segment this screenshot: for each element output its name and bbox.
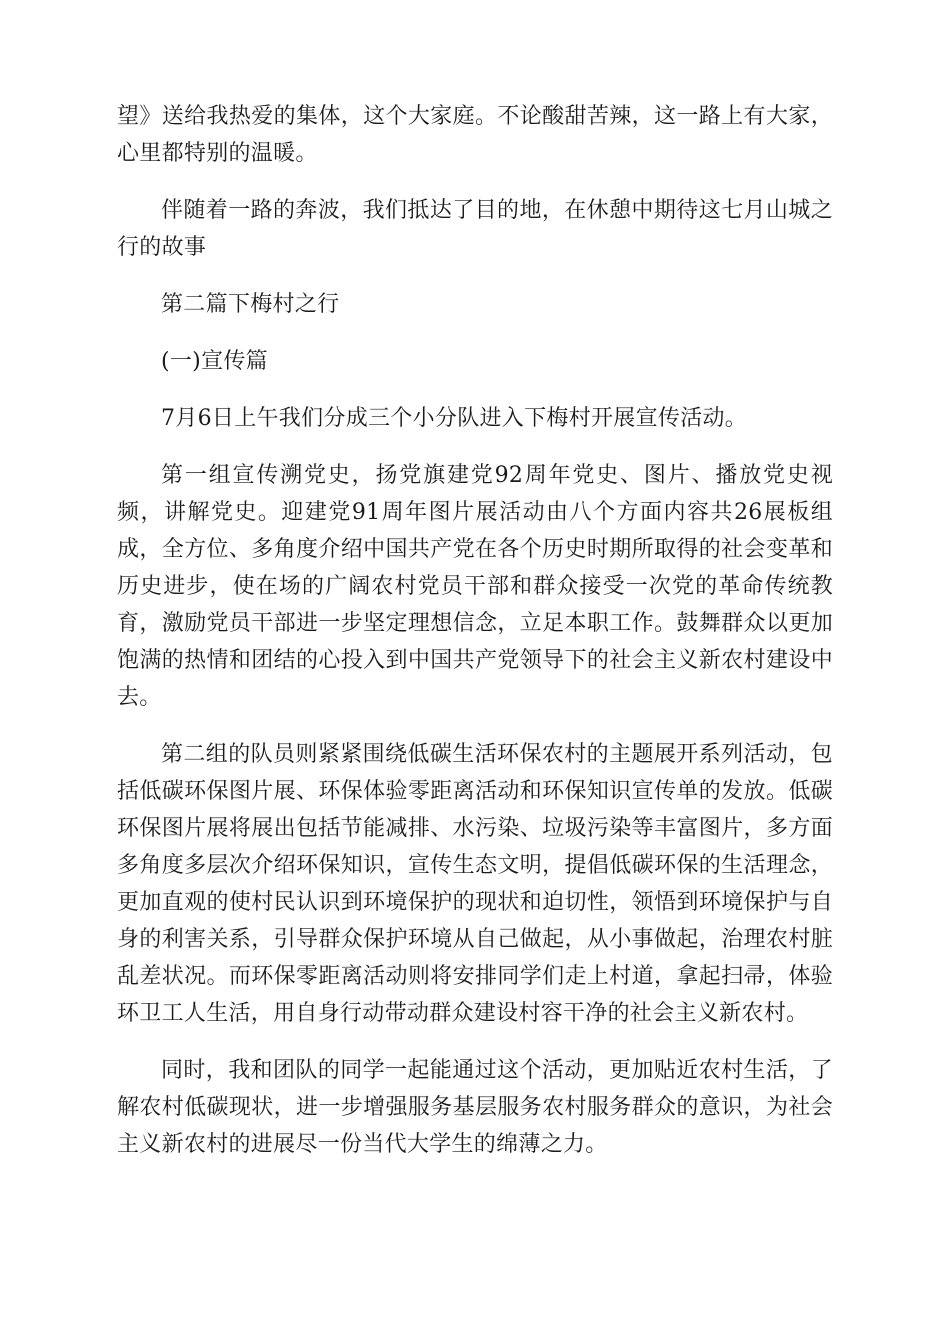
paragraph-group-two: 第二组的队员则紧紧围绕低碳生活环保农村的主题展开系列活动，包括低碳环保图片展、环保体验零距离活动和环保知识宣传单的发放。低碳环保图片展将展出包括节能减排、水污染、垃圾污染等丰富图片，多方面多角度多层次介绍环保知识，宣传生态文明，提倡低碳环保的生活理念，更加直观的使村民认识到环境保护的现状和迫切性，领悟到环境保护与自身的利害关系，引导群众保护环境从自己做起，从小事做起，治理农村脏乱差状况。而环保零距离活动则将安排同学们走上村道，拿起扫帚，体验环卫工人生活，用自身行动带动群众建设村容干净的社会主义新农村。: [117, 742, 833, 1026]
paragraph-arrival: 伴随着一路的奔波，我们抵达了目的地，在休憩中期待这七月山城之行的故事: [117, 198, 833, 260]
subsection-heading: (一)宣传篇: [161, 349, 268, 374]
paragraph-continuation: 望》送给我热爱的集体，这个大家庭。不论酸甜苦辣，这一路上有大家，心里都特别的温暖。: [117, 104, 833, 166]
paragraph-date: 7月6日上午我们分成三个小分队进入下梅村开展宣传活动。: [161, 406, 748, 431]
paragraph-group-one: 第一组宣传溯党史，扬党旗建党92周年党史、图片、播放党史视频，讲解党史。迎建党91周年图片展活动由八个方面内容共26展板组成，全方位、多角度介绍中国共产党在各个历史时期所取得的社会变革和历史进步，使在场的广阔农村党员干部和群众接受一次党的革命传统教育，激励党员干部进一步坚定理想信念，立足本职工作。鼓舞群众以更加饱满的热情和团结的心投入到中国共产党领导下的社会主义新农村建设中去。: [117, 463, 833, 710]
paragraph-conclusion: 同时，我和团队的同学一起能通过这个活动，更加贴近农村生活，了解农村低碳现状，进一步增强服务基层服务农村服务群众的意识，为社会主义新农村的进展尽一份当代大学生的绵薄之力。: [117, 1058, 833, 1157]
document-body: [117, 98, 833, 1183]
section-heading: 第二篇下梅村之行: [161, 292, 340, 317]
